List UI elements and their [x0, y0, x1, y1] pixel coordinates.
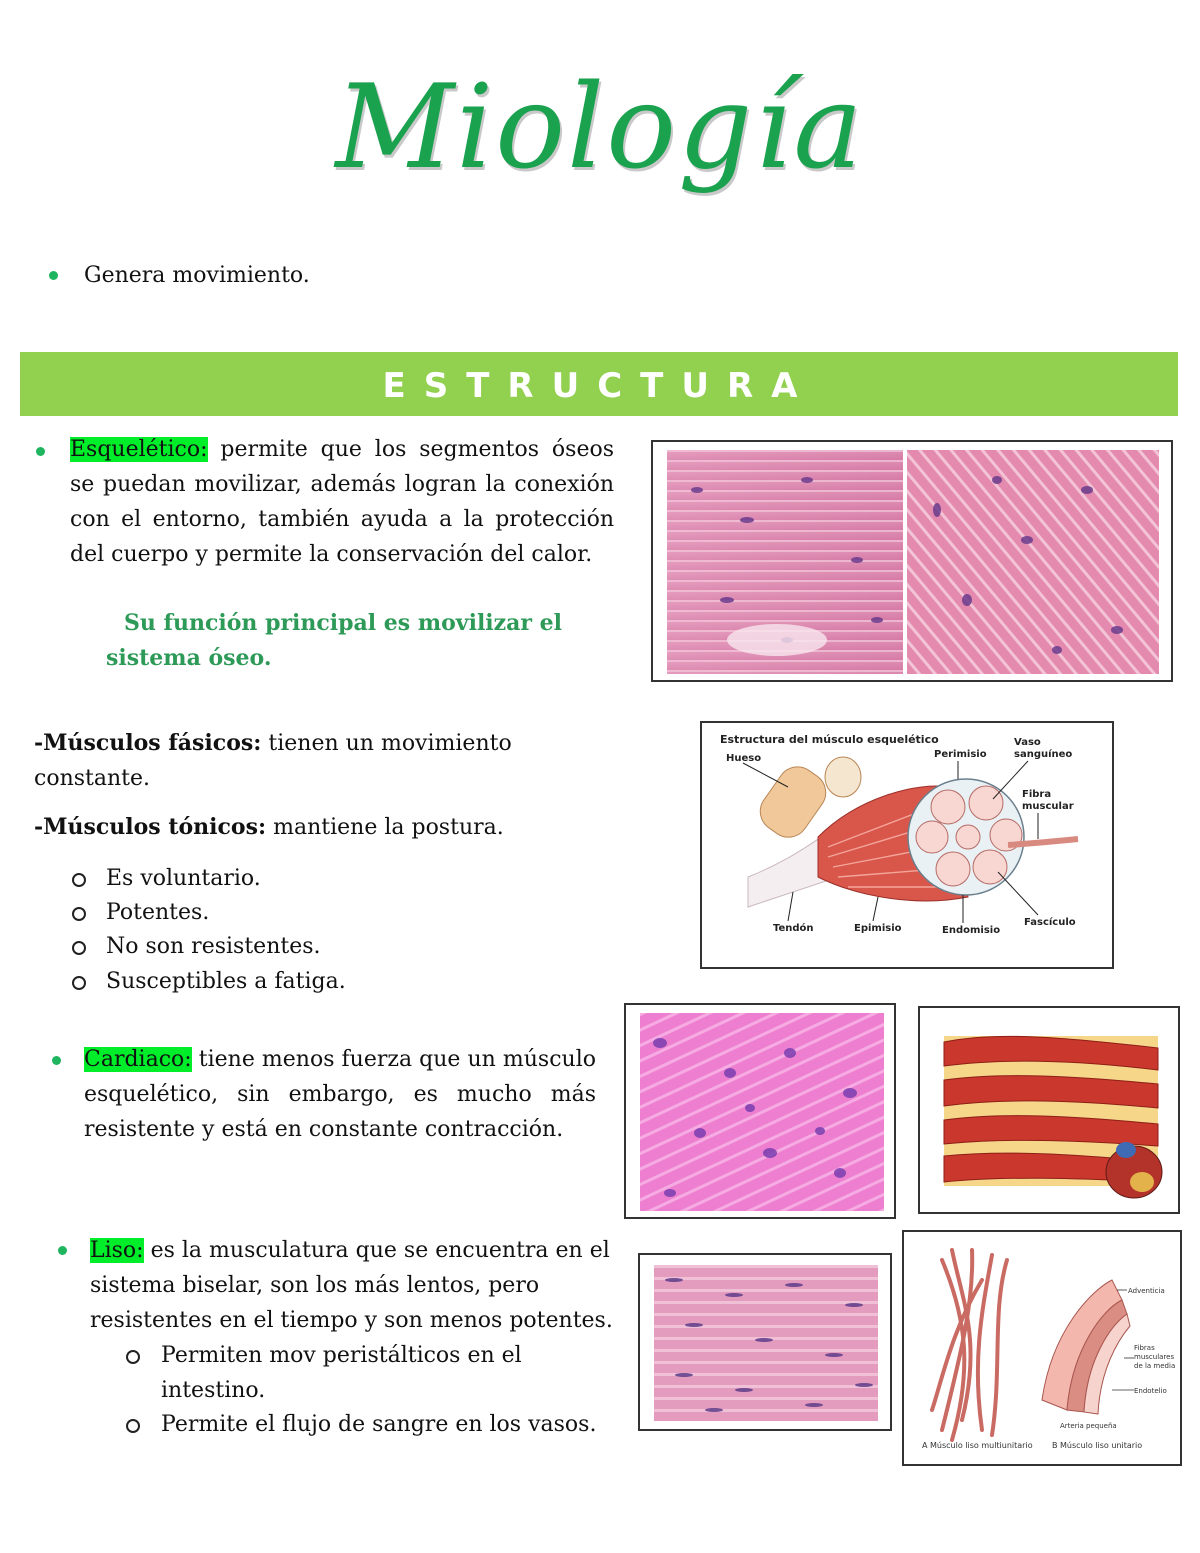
liso-list-item: Permite el flujo de sangre en los vasos.	[161, 1412, 597, 1437]
liso-label: Liso:	[90, 1238, 144, 1263]
label-musculares: musculares	[1134, 1353, 1175, 1361]
label-perimisio: Perimisio	[934, 749, 987, 760]
caption-a: A Músculo liso multiunitario	[922, 1441, 1033, 1450]
fasicos-text: tienen un movimiento constante.	[34, 731, 512, 791]
label-tendon: Tendón	[773, 923, 814, 934]
muscle-structure-diagram	[708, 727, 1108, 965]
list-item: Es voluntario.	[106, 866, 261, 891]
label-sanguineo: sanguíneo	[1014, 749, 1073, 760]
esqueletico-paragraph	[70, 432, 614, 572]
tonicos-text: mantiene la postura.	[273, 815, 504, 840]
cardiac-histology-image	[640, 1013, 884, 1211]
smooth-diagram-frame	[902, 1230, 1182, 1466]
cardiaco-text: tiene menos fuerza que un músculo esquelético, sin embargo, es mucho más resistente y está en constante contracción.	[84, 1047, 596, 1142]
esqueletico-label: Esquelético:	[70, 437, 208, 462]
label-hueso: Hueso	[726, 753, 762, 764]
liso-paragraph	[90, 1233, 638, 1338]
fasicos-label: -Músculos fásicos:	[34, 730, 262, 756]
liso-list-item: Permiten mov peristálticos en el intestino.	[161, 1343, 522, 1403]
list-item: Potentes.	[106, 900, 210, 925]
esqueletico-text: permite que los segmentos óseos se puedan movilizar, además logran la conexión con el entorno, también ayuda a la protección del cuerpo y permite la conservación del calor.	[70, 437, 614, 567]
skeletal-histology-image	[667, 450, 1159, 674]
cardiaco-label: Cardiaco:	[84, 1047, 192, 1072]
label-fibras: Fibras	[1134, 1344, 1155, 1352]
label-vaso: Vaso	[1014, 737, 1041, 748]
label-muscular: muscular	[1022, 801, 1074, 812]
list-item: Susceptibles a fatiga.	[106, 969, 346, 994]
cardiac-diagram-frame	[918, 1006, 1180, 1214]
label-adventicia: Adventicia	[1128, 1287, 1165, 1295]
label-fasciculo: Fascículo	[1024, 917, 1076, 928]
label-epimisio: Epimisio	[854, 923, 902, 934]
muscle-structure-diagram-frame	[700, 721, 1114, 969]
circle-bullet	[72, 873, 86, 887]
label-arteria: Arteria pequeña	[1060, 1422, 1117, 1430]
caption-b: B Músculo liso unitario	[1052, 1441, 1143, 1450]
intro-bullet-text: Genera movimiento.	[84, 263, 310, 288]
bullet-dot	[36, 447, 45, 456]
page-title: Miología	[335, 60, 865, 195]
circle-bullet	[72, 976, 86, 990]
cardiaco-paragraph	[84, 1042, 596, 1147]
fasicos-paragraph	[34, 726, 574, 796]
bullet-dot	[58, 1246, 67, 1255]
bullet-dot	[49, 271, 58, 280]
banner-title: ESTRUCTURA	[382, 366, 816, 406]
bullet-dot	[52, 1056, 61, 1065]
label-fibra: Fibra	[1022, 789, 1052, 800]
list-item: No son resistentes.	[106, 934, 321, 959]
label-endotelio: Endotelio	[1134, 1387, 1167, 1395]
circle-bullet	[72, 907, 86, 921]
smooth-diagram-image	[912, 1240, 1176, 1460]
label-endomisio: Endomisio	[942, 925, 1001, 936]
cardiac-histology-frame	[624, 1003, 896, 1219]
circle-bullet	[126, 1419, 140, 1433]
circle-bullet	[126, 1350, 140, 1364]
skeletal-histology-frame	[651, 440, 1173, 682]
circle-bullet	[72, 941, 86, 955]
tonicos-paragraph	[34, 810, 594, 845]
label-de-la-media: de la media	[1134, 1362, 1176, 1370]
diagram-title: Estructura del músculo esquelético	[720, 733, 939, 746]
cardiac-diagram-image	[934, 1022, 1168, 1202]
section-banner	[20, 352, 1178, 416]
liso-text: es la musculatura que se encuentra en el sistema biselar, son los más lentos, pero resistentes en el tiempo y son menos potentes.	[90, 1238, 613, 1333]
esqueletico-highlight: Su función principal es movilizar el sistema óseo.	[106, 610, 563, 671]
tonicos-label: -Músculos tónicos:	[34, 814, 267, 840]
smooth-histology-image	[654, 1265, 878, 1421]
smooth-histology-frame	[638, 1253, 892, 1431]
